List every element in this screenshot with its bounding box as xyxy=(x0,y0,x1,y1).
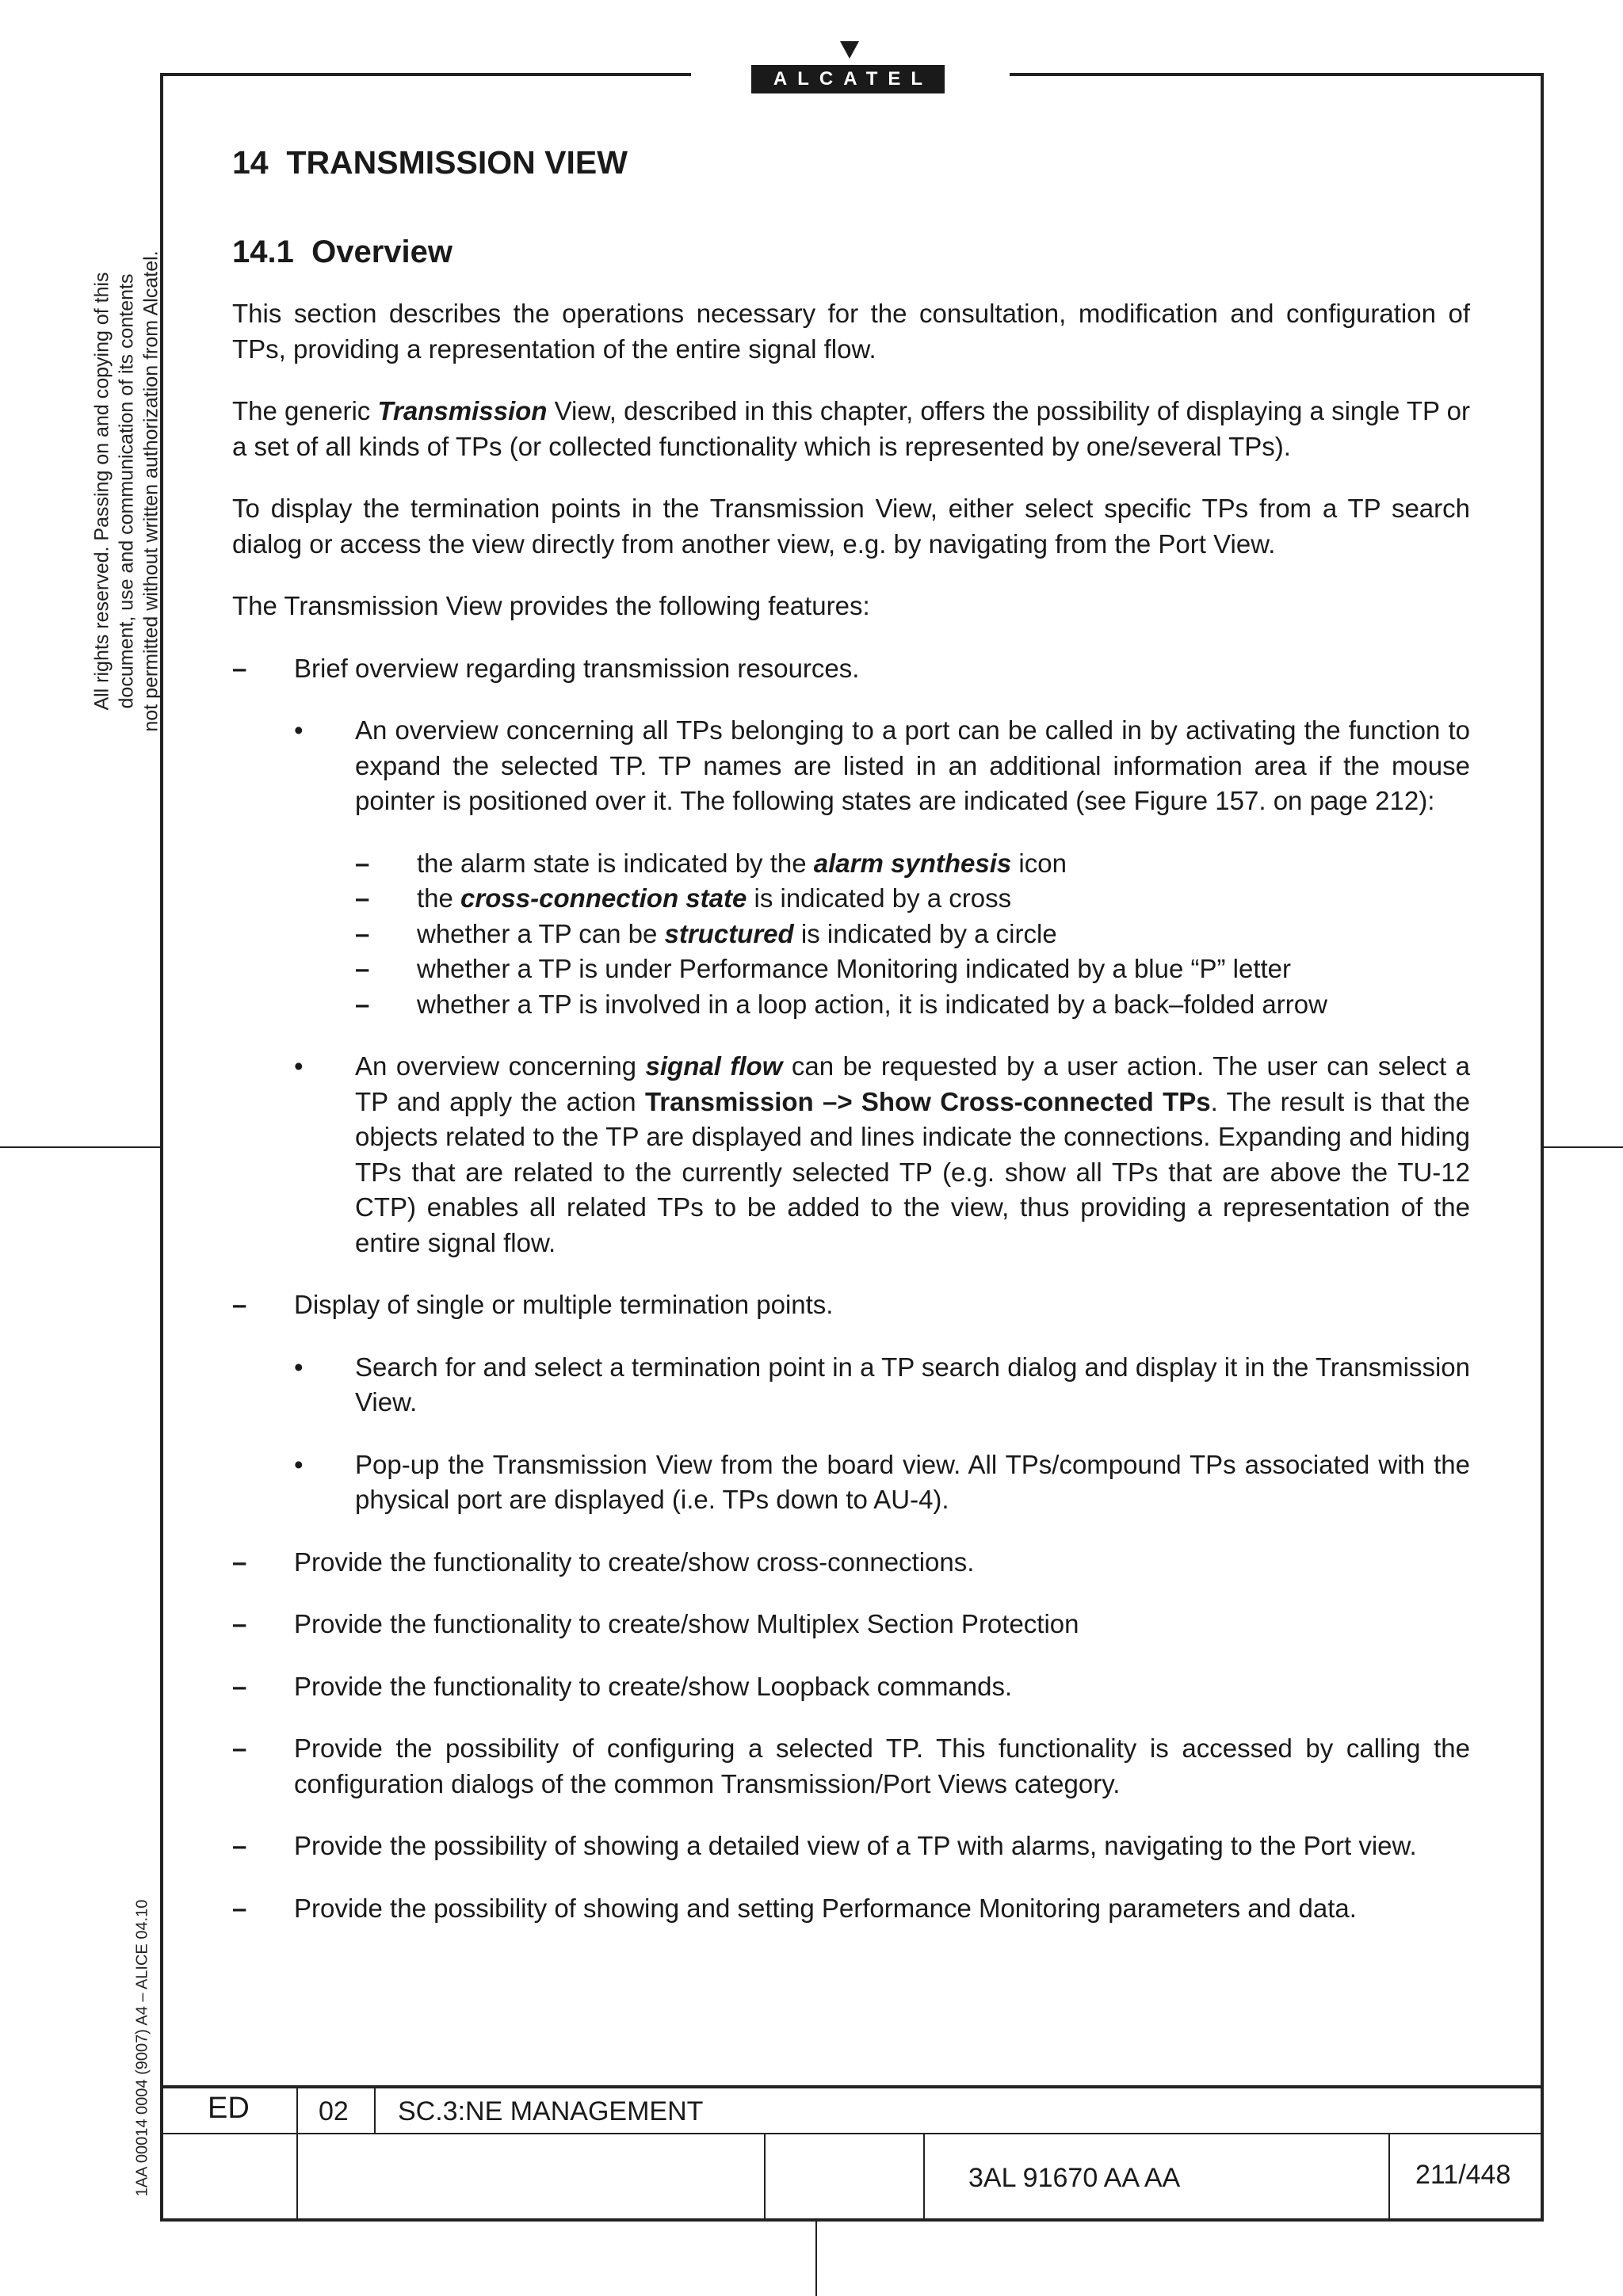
feature-subitem: • Search for and select a termination point in a TP search dialog and display it in the Transmission View. xyxy=(232,1350,1470,1421)
dash-mark: – xyxy=(232,1609,247,1638)
feature-subitem: • Pop-up the Transmission View from the board view. All TPs/compound TPs associated with the physical port are displayed (i.e. TPs down to AU-4). xyxy=(232,1447,1470,1518)
bullet-mark: • xyxy=(294,1352,304,1382)
copyright-line: document, use and communication of its contents xyxy=(115,273,138,709)
title-block-v5 xyxy=(1388,2133,1390,2220)
section-heading xyxy=(232,143,1470,182)
feature-item: – Provide the functionality to create/show Loopback commands. xyxy=(232,1669,1470,1705)
bullet-mark: • xyxy=(294,1449,304,1479)
paragraph: The generic Transmission View, described in this chapter, offers the possibility of displaying a single TP or a set of all kinds of TPs (or collected functionality which is represented by one/several TPs). xyxy=(232,396,1470,461)
feature-item: – Provide the possibility of showing a detailed view of a TP with alarms, navigating to the Port view. xyxy=(232,1829,1470,1864)
title-block-v3 xyxy=(764,2133,766,2220)
feature-item: – Provide the functionality to create/show Multiplex Section Protection xyxy=(232,1607,1470,1642)
dash-mark: – xyxy=(232,653,247,683)
frame-top-left xyxy=(160,73,691,76)
dash-mark: – xyxy=(232,1893,247,1923)
dash-mark: – xyxy=(232,1733,247,1763)
feature-item: – Provide the possibility of showing and setting Performance Monitoring parameters and data. xyxy=(232,1891,1470,1927)
subsection-heading xyxy=(232,233,1470,271)
title-block-v2 xyxy=(374,2085,376,2133)
dash-mark: – xyxy=(232,1290,247,1319)
ed-label: ED xyxy=(208,2092,250,2125)
crop-mark-left xyxy=(0,1146,160,1148)
state-item: – whether a TP is under Performance Monitoring indicated by a blue “P” letter xyxy=(355,954,1292,983)
state-item: – whether a TP can be structured is indicated by a circle xyxy=(355,918,1057,948)
copyright-note xyxy=(90,250,164,731)
frame-bottom xyxy=(160,2218,1544,2222)
feature-item: – Brief overview regarding transmission resources. xyxy=(232,651,1470,687)
title-block-mid xyxy=(160,2133,1544,2134)
section-title: TRANSMISSION VIEW xyxy=(286,144,628,181)
feature-subitem: • An overview concerning all TPs belonging to a port can be called in by activating the function to expand the selected TP. TP names are listed in an additional information area if the mouse pointer is positioned over it. The following states are indicated (see Figure 157. on page 212): xyxy=(232,713,1470,819)
copyright-line: not permitted without written authorization from Alcatel. xyxy=(139,250,162,732)
dash-mark: – xyxy=(232,1831,247,1860)
title-block-v4 xyxy=(923,2133,925,2220)
subsection-title: Overview xyxy=(311,235,453,269)
bullet-mark: • xyxy=(294,715,304,745)
dash-mark: – xyxy=(232,1671,247,1701)
state-list xyxy=(232,846,1470,1023)
document-category: SC.3:NE MANAGEMENT xyxy=(398,2096,704,2126)
section-number: 14 xyxy=(232,144,269,181)
feature-item: – Provide the functionality to create/show cross-connections. xyxy=(232,1545,1470,1581)
paragraph: The Transmission View provides the following features: xyxy=(232,591,870,620)
ed-value: 02 xyxy=(319,2096,349,2126)
feature-item: – Provide the possibility of configuring a selected TP. This functionality is accessed by calling the configuration dialogs of the common Transmission/Port Views category. xyxy=(232,1731,1470,1802)
copyright-line: All rights reserved. Passing on and copying of this xyxy=(90,272,113,711)
alcatel-logo: ALCATEL xyxy=(751,65,945,93)
dash-mark: – xyxy=(232,1547,247,1577)
crop-mark-right xyxy=(1544,1146,1623,1148)
title-block-top xyxy=(160,2085,1544,2088)
state-item: – the alarm state is indicated by the alarm synthesis icon xyxy=(355,848,1067,878)
logo-triangle-icon xyxy=(840,41,859,59)
document-form-code: 1AA 00014 0004 (9007) A4 – ALICE 04.10 xyxy=(133,1899,151,2197)
state-item: – whether a TP is involved in a loop action, it is indicated by a back–folded arrow xyxy=(355,989,1327,1019)
title-block-v1 xyxy=(296,2085,298,2220)
frame-top-right xyxy=(1010,73,1544,76)
document-body xyxy=(232,143,1470,1953)
feature-item: – Display of single or multiple termination points. xyxy=(232,1287,1470,1323)
state-item: – the cross-connection state is indicated by a cross xyxy=(355,883,1012,913)
bullet-mark: • xyxy=(294,1051,304,1081)
document-number: 3AL 91670 AA AA xyxy=(968,2163,1181,2193)
paragraph: This section describes the operations necessary for the consultation, modification and configuration of TPs, providing a representation of the entire signal flow. xyxy=(232,299,1470,364)
page-number: 211/448 xyxy=(1415,2160,1511,2190)
feature-subitem: • An overview concerning signal flow can be requested by a user action. The user can select a TP and apply the action Transmission –> Show Cross-connected TPs. The result is that the objects related to the TP are displayed and lines indicate the connections. Expanding and hiding TPs that are related to the currently selected TP (e.g. show all TPs that are above the TU-12 CTP) enables all related TPs to be added to the view, thus providing a representation of the entire signal flow. xyxy=(232,1049,1470,1261)
paragraph: To display the termination points in the Transmission View, either select specific TPs from a TP search dialog or access the view directly from another view, e.g. by navigating from the Port View. xyxy=(232,494,1470,559)
crop-mark-bottom xyxy=(815,2222,817,2296)
subsection-number: 14.1 xyxy=(232,235,294,269)
